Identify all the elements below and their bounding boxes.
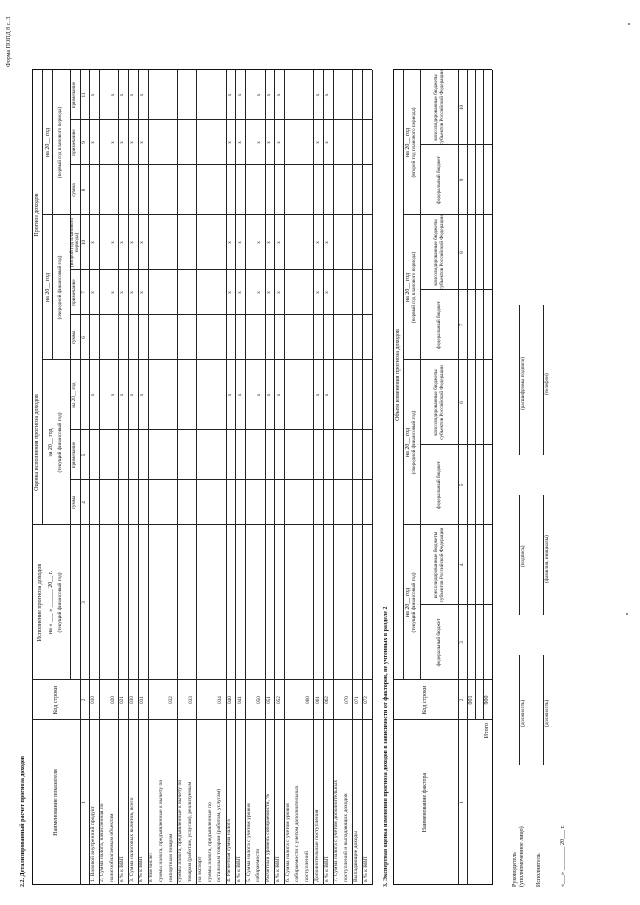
x-mark: x — [324, 393, 331, 397]
x-mark: x — [314, 241, 321, 244]
x-mark: x — [265, 141, 272, 144]
column-number: 7 — [80, 291, 87, 294]
s3-header-code: Код строки — [422, 685, 429, 715]
x-mark: x — [265, 241, 272, 244]
column-number: 11 — [80, 92, 87, 98]
row-indicator-name: в том числе: — [148, 852, 155, 882]
s3-column-number: 3 — [458, 641, 465, 644]
header-p1-sum: сумма — [71, 183, 78, 197]
s3-header-p1-year: на 20__ год — [404, 272, 411, 303]
s3-fy-federal: федеральный бюджет — [435, 461, 442, 509]
header-estimate-note: примечание — [71, 441, 78, 469]
row-indicator-name: суммы налога, предъявленные к вычету по — [177, 779, 184, 882]
header-execution-date: на « ___ » ______ 20__ г. — [47, 570, 54, 635]
s3-column-number: 2 — [458, 698, 465, 702]
x-mark: x — [324, 93, 331, 97]
x-mark: x — [129, 141, 136, 144]
x-mark: x — [90, 241, 97, 244]
s3-column-number: 7 — [458, 323, 465, 327]
row-code: 033 — [187, 696, 194, 704]
x-mark: x — [256, 241, 263, 244]
row-code — [333, 680, 343, 720]
x-mark: x — [314, 393, 321, 397]
row-code: 020 — [109, 696, 116, 704]
row-indicator-name: Расчетный уровень собираемости, % — [265, 793, 272, 882]
x-mark: x — [275, 93, 282, 97]
x-mark: x — [138, 93, 145, 97]
s3-column-number: 9 — [458, 178, 465, 182]
header-estimate-period: (текущий финансовый год) — [57, 412, 64, 473]
header-code: Код строки — [52, 685, 59, 715]
x-mark: x — [129, 393, 136, 397]
s3-column-number: 4 — [458, 563, 465, 567]
section-3-title: 3. Экспертная оценка изменения прогноза доходов в зависимости от факторов, не учтенных в разделе 2 — [383, 606, 389, 887]
executor-label: Исполнитель — [536, 853, 542, 887]
row-indicator-name: в % к ВВП — [235, 856, 242, 882]
row-indicator-name: суммы налога, предъявленные к вычету по — [157, 779, 164, 882]
row-code: 070 — [343, 696, 350, 704]
row-indicator-name: суммы налога, предъявленные по — [206, 802, 213, 882]
row-code — [284, 680, 294, 720]
x-mark: x — [265, 93, 272, 97]
head-name-hint: (расшифровка подписи) — [520, 357, 526, 410]
header-p1-period: (первый год планового периода) — [57, 106, 64, 179]
x-mark: x — [119, 141, 126, 144]
x-mark: x — [236, 291, 243, 294]
row-code: 040 — [226, 696, 233, 704]
x-mark: x — [138, 291, 145, 294]
x-mark: x — [324, 291, 331, 294]
form-label: Форма ПОПД 8 с. 3 — [6, 16, 12, 67]
header-p2-year: на 20__ год — [71, 382, 78, 408]
x-mark: x — [275, 393, 282, 397]
row-code: 032 — [168, 696, 175, 704]
s3-header-cur-period: (текущий финансовый год) — [411, 572, 418, 633]
row-code: 051 — [265, 696, 272, 704]
x-mark: x — [236, 141, 243, 144]
head-position-hint: (должность) — [520, 699, 526, 727]
x-mark: x — [275, 241, 282, 244]
x-mark: x — [109, 141, 116, 144]
row-code — [245, 680, 255, 720]
row-code: 021 — [119, 696, 126, 704]
head-label: Руководитель — [512, 852, 518, 887]
executor-fio-hint: (фамилия, инициалы) — [544, 535, 550, 583]
x-mark: x — [109, 291, 116, 294]
s3-header-fy-year: на 20__ год — [404, 427, 411, 458]
row-code — [157, 680, 167, 720]
header-execution-period: (текущий финансовый год) — [57, 572, 64, 633]
column-number: 2 — [80, 698, 87, 702]
x-mark: x — [314, 141, 321, 144]
s3-fy-consolidated: консолидированные бюджеты субъектов Российской Федерации — [433, 365, 445, 440]
s3-p2-federal: федеральный бюджет — [435, 156, 442, 204]
s3-cur-federal: федеральный бюджет — [435, 618, 442, 667]
x-mark: x — [129, 291, 136, 294]
header-fy-note: примечание — [71, 279, 78, 306]
x-mark: x — [129, 241, 136, 244]
s3-column-number: 10 — [458, 104, 465, 111]
row-indicator-name: поступлений — [304, 851, 311, 882]
executor-position-hint: (должность) — [544, 699, 550, 727]
column-number: 6 — [80, 336, 87, 339]
row-code — [294, 680, 304, 720]
s3-header-p2-year: на 20__ год — [404, 127, 411, 158]
s3-header-cur-year: на 20__ год — [404, 587, 411, 618]
x-mark: x — [109, 241, 116, 244]
x-mark: x — [236, 93, 243, 97]
row-code — [206, 680, 216, 720]
x-mark: x — [256, 93, 263, 97]
row-indicator-name: 3. Сумма налоговых вычетов, всего — [128, 797, 135, 882]
row-code: 052 — [275, 696, 282, 704]
header-estimate-year: за 20__ год — [47, 428, 54, 457]
row-code: 072 — [363, 696, 370, 704]
s3-total-code: 900 — [484, 695, 491, 705]
row-indicator-name: в % к ВВП — [362, 856, 369, 882]
row-code: 062 — [324, 696, 331, 704]
s3-column-number: 5 — [458, 483, 465, 487]
column-number: 4 — [80, 501, 87, 504]
s3-p1-consolidated: консолидированные бюджеты субъектов Российской Федерации — [433, 215, 445, 290]
column-number: 10 — [80, 239, 87, 246]
x-mark: x — [109, 393, 116, 397]
x-mark: x — [236, 393, 243, 397]
row-indicator-name: на экспорт — [196, 856, 203, 882]
header-p2-note: примечание — [71, 81, 78, 109]
row-code: 041 — [236, 696, 243, 704]
row-code — [196, 680, 206, 720]
x-mark: x — [119, 393, 126, 397]
row-code: 061 — [314, 696, 321, 704]
x-mark: x — [138, 141, 145, 144]
s3-header-p1-period: (первый год планового периода) — [411, 251, 418, 324]
header-indicator-name: Наименование показателя — [52, 769, 59, 836]
x-mark: x — [90, 141, 97, 144]
x-mark: x — [275, 141, 282, 144]
row-indicator-name: поступлений и выпадающих доходов — [343, 793, 350, 882]
row-indicator-name: 1. Валовой внутренний продукт — [89, 806, 96, 882]
row-indicator-name: в % к ВВП — [274, 856, 281, 882]
scan-speck — [628, 23, 630, 25]
row-indicator-name: собираемости — [255, 848, 262, 882]
x-mark: x — [109, 93, 116, 97]
s3-header-fy-period: (очередной финансовый год) — [411, 410, 418, 475]
row-indicator-name: Дополнительные поступления — [313, 809, 320, 882]
x-mark: x — [324, 141, 331, 144]
header-estimate: Оценка исполнения прогноза доходов — [33, 394, 40, 491]
x-mark: x — [256, 141, 263, 144]
x-mark: x — [119, 291, 126, 294]
x-mark: x — [226, 93, 233, 97]
scan-speck — [626, 613, 628, 615]
x-mark: x — [226, 241, 233, 244]
row-indicator-name: налогооблагаемым объектам — [109, 813, 116, 882]
s3-column-number: 6 — [458, 401, 465, 404]
s3-p2-consolidated: консолидированные бюджеты субъектов Российской Федерации — [433, 70, 445, 145]
executor-phone-hint: (телефон) — [544, 373, 550, 395]
column-number: 8 — [80, 188, 87, 192]
header-fy-year: на 20__ год — [45, 272, 52, 303]
row-indicator-name: в % к ВВП — [323, 856, 330, 882]
row-indicator-name: 4. Расчетная сумма налога — [226, 819, 233, 882]
date-line: «___» ________ 20___ г. — [560, 825, 566, 887]
row-code: 010 — [90, 696, 97, 704]
row-code: 060 — [304, 696, 311, 704]
header-p2-period: (второй год планового периода) — [68, 217, 80, 268]
row-indicator-name: товарам (работам, услугам), реализуемым — [187, 781, 194, 882]
column-number: 9 — [80, 141, 87, 144]
x-mark: x — [314, 291, 321, 294]
row-indicator-name: собираемости с учетом дополнительных — [294, 785, 301, 882]
s3-column-number: 8 — [458, 251, 465, 254]
row-code — [99, 680, 109, 720]
row-indicator-name: 2. Сумма налога, начисленная по — [99, 803, 106, 882]
header-fy-sum: сумма — [71, 330, 78, 345]
s3-header-p2-period: (второй год планового периода) — [411, 107, 418, 178]
header-fy-period: (очередной финансовый год) — [57, 255, 64, 320]
header-p1-year: на 20__ год — [45, 127, 52, 158]
x-mark: x — [275, 291, 282, 294]
head-signature-hint: (подпись) — [520, 545, 526, 567]
x-mark: x — [314, 93, 321, 97]
row-indicator-name: в % к ВВП — [118, 856, 125, 882]
row-code: 050 — [256, 696, 263, 704]
x-mark: x — [226, 141, 233, 144]
x-mark: x — [265, 291, 272, 294]
row-code: 030 — [129, 696, 136, 704]
row-indicator-name: 7. Сумма налога с учетом дополнительных — [333, 779, 340, 882]
s3-header-factor: Наименование фактора — [422, 772, 429, 833]
x-mark: x — [119, 93, 126, 97]
column-number: 3 — [80, 601, 87, 604]
s3-header-change: Объем изменения прогноза доходов — [394, 329, 401, 421]
row-indicator-name: Выпадающие доходы — [352, 831, 359, 882]
x-mark: x — [256, 291, 263, 294]
row-indicator-name: остальным товарам (работам, услугам) — [216, 788, 223, 882]
row-code — [148, 680, 158, 720]
head-sub: (уполномоченное лицо) — [519, 826, 525, 887]
x-mark: x — [90, 93, 97, 97]
s3-cur-consolidated: консолидированные бюджеты субъектов Российской Федерации — [433, 527, 445, 603]
s3-total-label: Итого — [484, 723, 491, 739]
row-indicator-name: в % к ВВП — [138, 856, 145, 882]
s3-p1-federal: федеральный бюджет — [435, 301, 442, 349]
x-mark: x — [138, 393, 145, 397]
row-code — [177, 680, 187, 720]
x-mark: x — [324, 241, 331, 244]
header-p1-note: примечание — [71, 129, 78, 156]
x-mark: x — [265, 393, 272, 397]
x-mark: x — [256, 393, 263, 397]
column-number: 1 — [80, 801, 87, 804]
x-mark: x — [226, 291, 233, 294]
header-estimate-sum: сумма — [71, 495, 78, 510]
row-indicator-name: импортным товарам — [167, 833, 174, 882]
column-number: 5 — [80, 453, 87, 457]
x-mark: x — [236, 241, 243, 244]
x-mark: x — [90, 291, 97, 294]
section-2-2-title: 2.2. Детализированный расчет прогноза доходов — [20, 756, 26, 887]
row-code: 071 — [353, 696, 360, 704]
header-forecast: Прогноз доходов — [33, 193, 40, 237]
x-mark: x — [119, 241, 126, 244]
s3-column-number: 1 — [458, 801, 465, 804]
row-code: 031 — [138, 696, 145, 704]
x-mark: x — [138, 241, 145, 244]
row-code: 034 — [217, 696, 223, 704]
x-mark: x — [226, 393, 233, 397]
s3-row-code: 001 — [467, 695, 474, 705]
header-execution: Исполнение прогноза доходов — [36, 563, 43, 642]
row-indicator-name: 5. Сумма налога с учетом уровня — [245, 803, 252, 882]
row-indicator-name: 6. Сумма налога с учетом уровня — [284, 803, 291, 882]
x-mark: x — [129, 93, 136, 97]
x-mark: x — [90, 393, 97, 397]
